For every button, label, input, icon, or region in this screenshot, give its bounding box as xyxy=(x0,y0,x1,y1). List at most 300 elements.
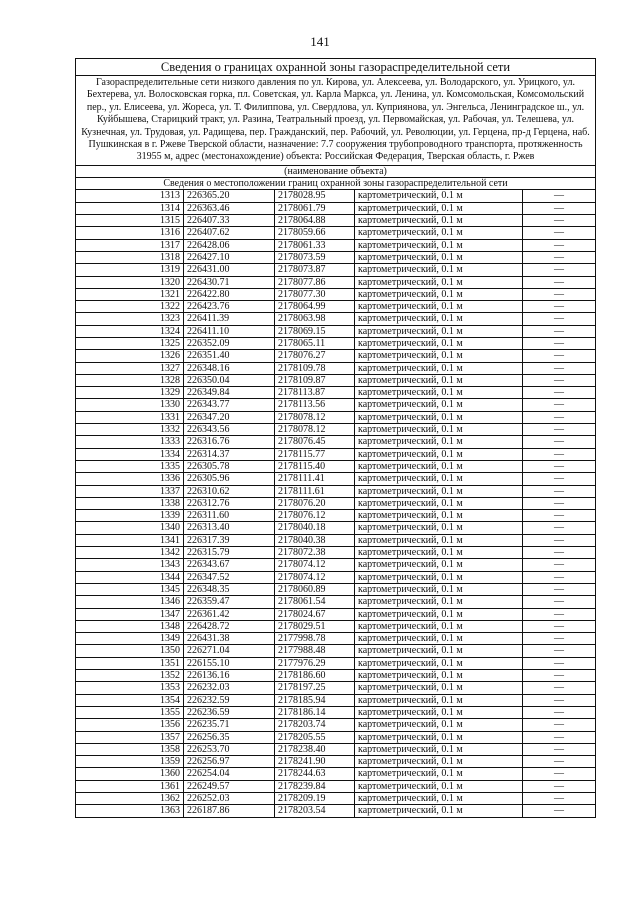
point-number: 1336 xyxy=(76,473,184,485)
coord-x: 226155.10 xyxy=(184,657,275,669)
method-accuracy: картометрический, 0.1 м xyxy=(355,743,523,755)
coord-y: 2178028.95 xyxy=(275,190,355,202)
coord-y: 2178069.15 xyxy=(275,325,355,337)
point-number: 1325 xyxy=(76,338,184,350)
coord-x: 226249.57 xyxy=(184,780,275,792)
location-caption: Сведения о местоположении границ охранной зоны газораспределительной сети xyxy=(76,178,596,190)
coord-x: 226232.59 xyxy=(184,694,275,706)
description-cell: — xyxy=(523,239,596,251)
table-row xyxy=(76,301,596,313)
coord-x: 226252.03 xyxy=(184,792,275,804)
method-accuracy: картометрический, 0.1 м xyxy=(355,571,523,583)
description-cell: — xyxy=(523,792,596,804)
coord-x: 226430.71 xyxy=(184,276,275,288)
coord-x: 226232.03 xyxy=(184,682,275,694)
table-row xyxy=(76,571,596,583)
method-accuracy: картометрический, 0.1 м xyxy=(355,276,523,288)
description-cell: — xyxy=(523,805,596,817)
method-accuracy: картометрический, 0.1 м xyxy=(355,473,523,485)
coord-y: 2178115.77 xyxy=(275,448,355,460)
point-number: 1359 xyxy=(76,756,184,768)
point-number: 1341 xyxy=(76,534,184,546)
method-accuracy: картометрический, 0.1 м xyxy=(355,251,523,263)
table-row xyxy=(76,424,596,436)
description-cell: — xyxy=(523,264,596,276)
method-accuracy: картометрический, 0.1 м xyxy=(355,202,523,214)
description-cell: — xyxy=(523,338,596,350)
point-number: 1340 xyxy=(76,522,184,534)
coord-y: 2178064.88 xyxy=(275,215,355,227)
description-cell: — xyxy=(523,276,596,288)
coord-y: 2178076.20 xyxy=(275,497,355,509)
coord-x: 226305.96 xyxy=(184,473,275,485)
coord-y: 2178024.67 xyxy=(275,608,355,620)
description-cell: — xyxy=(523,522,596,534)
description-cell: — xyxy=(523,571,596,583)
method-accuracy: картометрический, 0.1 м xyxy=(355,350,523,362)
point-number: 1358 xyxy=(76,743,184,755)
coord-y: 2178076.12 xyxy=(275,510,355,522)
point-number: 1352 xyxy=(76,670,184,682)
description-cell: — xyxy=(523,424,596,436)
coord-y: 2178203.54 xyxy=(275,805,355,817)
coord-x: 226254.04 xyxy=(184,768,275,780)
coord-x: 226316.76 xyxy=(184,436,275,448)
point-number: 1346 xyxy=(76,596,184,608)
point-number: 1351 xyxy=(76,657,184,669)
method-accuracy: картометрический, 0.1 м xyxy=(355,288,523,300)
table-row xyxy=(76,313,596,325)
table-row xyxy=(76,227,596,239)
coord-x: 226349.84 xyxy=(184,387,275,399)
page-number: 141 xyxy=(310,34,330,49)
point-number: 1314 xyxy=(76,202,184,214)
table-row xyxy=(76,670,596,682)
description-cell: — xyxy=(523,682,596,694)
method-accuracy: картометрический, 0.1 м xyxy=(355,460,523,472)
coord-y: 2178029.51 xyxy=(275,620,355,632)
table-row xyxy=(76,645,596,657)
coord-x: 226407.33 xyxy=(184,215,275,227)
point-number: 1320 xyxy=(76,276,184,288)
method-accuracy: картометрический, 0.1 м xyxy=(355,338,523,350)
method-accuracy: картометрический, 0.1 м xyxy=(355,436,523,448)
table-row xyxy=(76,215,596,227)
coord-x: 226347.20 xyxy=(184,411,275,423)
description-cell: — xyxy=(523,301,596,313)
coord-y: 2178072.38 xyxy=(275,547,355,559)
method-accuracy: картометрический, 0.1 м xyxy=(355,264,523,276)
table-row xyxy=(76,288,596,300)
coord-y: 2178111.61 xyxy=(275,485,355,497)
method-accuracy: картометрический, 0.1 м xyxy=(355,547,523,559)
coord-x: 226352.09 xyxy=(184,338,275,350)
table-row xyxy=(76,387,596,399)
table-row xyxy=(76,780,596,792)
coord-y: 2178061.79 xyxy=(275,202,355,214)
method-accuracy: картометрический, 0.1 м xyxy=(355,448,523,460)
coord-x: 226315.79 xyxy=(184,547,275,559)
coord-x: 226411.10 xyxy=(184,325,275,337)
table-row xyxy=(76,792,596,804)
point-number: 1355 xyxy=(76,706,184,718)
method-accuracy: картометрический, 0.1 м xyxy=(355,694,523,706)
method-accuracy: картометрический, 0.1 м xyxy=(355,325,523,337)
coord-y: 2178061.33 xyxy=(275,239,355,251)
method-accuracy: картометрический, 0.1 м xyxy=(355,633,523,645)
coord-y: 2178077.30 xyxy=(275,288,355,300)
point-number: 1334 xyxy=(76,448,184,460)
table-row xyxy=(76,251,596,263)
method-accuracy: картометрический, 0.1 м xyxy=(355,645,523,657)
table-row xyxy=(76,805,596,817)
coord-x: 226348.16 xyxy=(184,362,275,374)
point-number: 1323 xyxy=(76,313,184,325)
point-number: 1357 xyxy=(76,731,184,743)
table-row xyxy=(76,706,596,718)
description-cell: — xyxy=(523,190,596,202)
coord-x: 226310.62 xyxy=(184,485,275,497)
description-cell: — xyxy=(523,497,596,509)
method-accuracy: картометрический, 0.1 м xyxy=(355,239,523,251)
coord-x: 226343.67 xyxy=(184,559,275,571)
point-number: 1354 xyxy=(76,694,184,706)
description-cell: — xyxy=(523,251,596,263)
coord-y: 2178063.98 xyxy=(275,313,355,325)
object-description: Газораспределительные сети низкого давления по ул. Кирова, ул. Алексеева, ул. Володарского, ул. Урицкого, ул. Бехтерева, ул. Волосковская горка, пл. Советская, ул. Карла Маркса, ул. Ленина, ул. Комсомольская, Комсомольский пер., ул. Елисеева, ул. Жореса, ул. Т. Филиппова, ул. Свердлова, ул. Куприянова, ул. Энгельса, Ленинградское ш., ул. Куйбышева, Старицкий тракт, ул. Разина, Театральный проезд, ул. Первомайская, ул. Рабочая, ул. Телешева, ул. Кузнечная, ул. Трудовая, ул. Радищева, пер. Гражданский, пер. Рабочий, ул. Революции, ул. Герцена, пр-д Герцена, наб. Пушкинская в г. Ржеве Тверской области, назначение: 7.7 сооружения трубопроводного транспорта, протяженность 31955 м, адрес (местонахождение) объекта: Российская Федерация, Тверская область, г. Ржев xyxy=(76,76,596,166)
coord-y: 2178185.94 xyxy=(275,694,355,706)
coord-x: 226411.39 xyxy=(184,313,275,325)
coord-x: 226314.37 xyxy=(184,448,275,460)
table-row xyxy=(76,731,596,743)
coord-x: 226350.04 xyxy=(184,374,275,386)
description-cell: — xyxy=(523,374,596,386)
point-number: 1343 xyxy=(76,559,184,571)
coord-x: 226312.76 xyxy=(184,497,275,509)
coord-y: 2178109.87 xyxy=(275,374,355,386)
method-accuracy: картометрический, 0.1 м xyxy=(355,805,523,817)
point-number: 1349 xyxy=(76,633,184,645)
method-accuracy: картометрический, 0.1 м xyxy=(355,362,523,374)
coord-y: 2178064.99 xyxy=(275,301,355,313)
description-cell: — xyxy=(523,719,596,731)
method-accuracy: картометрический, 0.1 м xyxy=(355,792,523,804)
coord-y: 2178241.90 xyxy=(275,756,355,768)
description-cell: — xyxy=(523,670,596,682)
method-accuracy: картометрический, 0.1 м xyxy=(355,756,523,768)
coord-y: 2178186.14 xyxy=(275,706,355,718)
coord-x: 226431.38 xyxy=(184,633,275,645)
description-cell: — xyxy=(523,657,596,669)
coord-x: 226347.52 xyxy=(184,571,275,583)
coord-y: 2178113.56 xyxy=(275,399,355,411)
table-row xyxy=(76,276,596,288)
description-cell: — xyxy=(523,313,596,325)
method-accuracy: картометрический, 0.1 м xyxy=(355,657,523,669)
method-accuracy: картометрический, 0.1 м xyxy=(355,608,523,620)
point-number: 1319 xyxy=(76,264,184,276)
table-row xyxy=(76,682,596,694)
point-number: 1326 xyxy=(76,350,184,362)
table-row xyxy=(76,325,596,337)
point-number: 1322 xyxy=(76,301,184,313)
table-row xyxy=(76,608,596,620)
table-row xyxy=(76,743,596,755)
description-cell: — xyxy=(523,583,596,595)
method-accuracy: картометрический, 0.1 м xyxy=(355,670,523,682)
table-row xyxy=(76,239,596,251)
table-row xyxy=(76,719,596,731)
description-cell: — xyxy=(523,227,596,239)
description-cell: — xyxy=(523,596,596,608)
description-cell: — xyxy=(523,350,596,362)
table-row xyxy=(76,436,596,448)
method-accuracy: картометрический, 0.1 м xyxy=(355,399,523,411)
table-row xyxy=(76,338,596,350)
table-row xyxy=(76,756,596,768)
method-accuracy: картометрический, 0.1 м xyxy=(355,227,523,239)
point-number: 1350 xyxy=(76,645,184,657)
coord-y: 2178040.18 xyxy=(275,522,355,534)
table-row xyxy=(76,559,596,571)
point-number: 1317 xyxy=(76,239,184,251)
point-number: 1347 xyxy=(76,608,184,620)
coord-x: 226256.97 xyxy=(184,756,275,768)
table-row xyxy=(76,202,596,214)
table-row xyxy=(76,534,596,546)
table-row xyxy=(76,583,596,595)
description-cell: — xyxy=(523,215,596,227)
coord-y: 2177976.29 xyxy=(275,657,355,669)
coord-y: 2178059.66 xyxy=(275,227,355,239)
location-caption-row xyxy=(76,178,596,190)
description-cell: — xyxy=(523,547,596,559)
coord-x: 226363.46 xyxy=(184,202,275,214)
table-title: Сведения о границах охранной зоны газораспределительной сети xyxy=(76,59,596,76)
coord-x: 226431.00 xyxy=(184,264,275,276)
coord-x: 226311.60 xyxy=(184,510,275,522)
point-number: 1335 xyxy=(76,460,184,472)
coord-x: 226365.20 xyxy=(184,190,275,202)
point-number: 1321 xyxy=(76,288,184,300)
description-cell: — xyxy=(523,473,596,485)
method-accuracy: картометрический, 0.1 м xyxy=(355,719,523,731)
coord-x: 226317.39 xyxy=(184,534,275,546)
table-row xyxy=(76,350,596,362)
coord-y: 2178074.12 xyxy=(275,559,355,571)
table-row xyxy=(76,411,596,423)
method-accuracy: картометрический, 0.1 м xyxy=(355,485,523,497)
table-row xyxy=(76,633,596,645)
method-accuracy: картометрический, 0.1 м xyxy=(355,522,523,534)
coord-x: 226256.35 xyxy=(184,731,275,743)
point-number: 1329 xyxy=(76,387,184,399)
table-row xyxy=(76,485,596,497)
point-number: 1342 xyxy=(76,547,184,559)
point-number: 1318 xyxy=(76,251,184,263)
coord-y: 2178205.55 xyxy=(275,731,355,743)
title-row xyxy=(76,59,596,76)
method-accuracy: картометрический, 0.1 м xyxy=(355,313,523,325)
coord-x: 226236.59 xyxy=(184,706,275,718)
description-row xyxy=(76,76,596,166)
method-accuracy: картометрический, 0.1 м xyxy=(355,682,523,694)
method-accuracy: картометрический, 0.1 м xyxy=(355,731,523,743)
point-number: 1332 xyxy=(76,424,184,436)
table-row xyxy=(76,694,596,706)
coord-x: 226343.77 xyxy=(184,399,275,411)
point-number: 1333 xyxy=(76,436,184,448)
point-number: 1330 xyxy=(76,399,184,411)
description-cell: — xyxy=(523,559,596,571)
table-row xyxy=(76,448,596,460)
coord-x: 226351.40 xyxy=(184,350,275,362)
description-cell: — xyxy=(523,645,596,657)
coord-x: 226361.42 xyxy=(184,608,275,620)
coord-y: 2177988.48 xyxy=(275,645,355,657)
point-number: 1344 xyxy=(76,571,184,583)
coord-y: 2178244.63 xyxy=(275,768,355,780)
method-accuracy: картометрический, 0.1 м xyxy=(355,374,523,386)
coord-y: 2178074.12 xyxy=(275,571,355,583)
coord-y: 2178073.87 xyxy=(275,264,355,276)
description-cell: — xyxy=(523,780,596,792)
method-accuracy: картометрический, 0.1 м xyxy=(355,583,523,595)
coord-x: 226427.10 xyxy=(184,251,275,263)
coord-y: 2178060.89 xyxy=(275,583,355,595)
description-cell: — xyxy=(523,510,596,522)
coord-y: 2178238.40 xyxy=(275,743,355,755)
coord-y: 2178113.87 xyxy=(275,387,355,399)
method-accuracy: картометрический, 0.1 м xyxy=(355,559,523,571)
table-row xyxy=(76,547,596,559)
description-cell: — xyxy=(523,411,596,423)
point-number: 1316 xyxy=(76,227,184,239)
description-cell: — xyxy=(523,325,596,337)
coord-x: 226136.16 xyxy=(184,670,275,682)
table-row xyxy=(76,768,596,780)
table-row xyxy=(76,657,596,669)
description-cell: — xyxy=(523,768,596,780)
table-row xyxy=(76,399,596,411)
coord-y: 2178073.59 xyxy=(275,251,355,263)
coord-y: 2178239.84 xyxy=(275,780,355,792)
coord-y: 2178209.19 xyxy=(275,792,355,804)
description-cell: — xyxy=(523,534,596,546)
description-cell: — xyxy=(523,620,596,632)
coord-x: 226253.70 xyxy=(184,743,275,755)
coord-y: 2178109.78 xyxy=(275,362,355,374)
description-cell: — xyxy=(523,288,596,300)
description-cell: — xyxy=(523,756,596,768)
point-number: 1313 xyxy=(76,190,184,202)
method-accuracy: картометрический, 0.1 м xyxy=(355,424,523,436)
method-accuracy: картометрический, 0.1 м xyxy=(355,497,523,509)
coord-x: 226407.62 xyxy=(184,227,275,239)
coord-y: 2178061.54 xyxy=(275,596,355,608)
table-row xyxy=(76,497,596,509)
object-caption: (наименование объекта) xyxy=(76,165,596,177)
table-row xyxy=(76,473,596,485)
coord-x: 226235.71 xyxy=(184,719,275,731)
point-number: 1360 xyxy=(76,768,184,780)
method-accuracy: картометрический, 0.1 м xyxy=(355,190,523,202)
table-row xyxy=(76,374,596,386)
description-cell: — xyxy=(523,633,596,645)
point-number: 1327 xyxy=(76,362,184,374)
description-cell: — xyxy=(523,731,596,743)
coord-y: 2178078.12 xyxy=(275,411,355,423)
method-accuracy: картометрический, 0.1 м xyxy=(355,620,523,632)
point-number: 1328 xyxy=(76,374,184,386)
coord-y: 2178115.40 xyxy=(275,460,355,472)
method-accuracy: картометрический, 0.1 м xyxy=(355,387,523,399)
point-number: 1353 xyxy=(76,682,184,694)
point-number: 1362 xyxy=(76,792,184,804)
point-number: 1361 xyxy=(76,780,184,792)
object-caption-row xyxy=(76,165,596,177)
description-cell: — xyxy=(523,743,596,755)
coord-x: 226271.04 xyxy=(184,645,275,657)
coord-x: 226423.76 xyxy=(184,301,275,313)
method-accuracy: картометрический, 0.1 м xyxy=(355,706,523,718)
coord-y: 2178076.45 xyxy=(275,436,355,448)
coord-x: 226422.80 xyxy=(184,288,275,300)
point-number: 1324 xyxy=(76,325,184,337)
table-row xyxy=(76,620,596,632)
point-number: 1348 xyxy=(76,620,184,632)
point-number: 1315 xyxy=(76,215,184,227)
description-cell: — xyxy=(523,436,596,448)
coord-y: 2178197.25 xyxy=(275,682,355,694)
coord-y: 2178076.27 xyxy=(275,350,355,362)
description-cell: — xyxy=(523,399,596,411)
coord-y: 2178077.86 xyxy=(275,276,355,288)
description-cell: — xyxy=(523,362,596,374)
coord-y: 2178186.60 xyxy=(275,670,355,682)
description-cell: — xyxy=(523,485,596,497)
coord-x: 226313.40 xyxy=(184,522,275,534)
coord-x: 226428.06 xyxy=(184,239,275,251)
point-number: 1331 xyxy=(76,411,184,423)
coord-y: 2178065.11 xyxy=(275,338,355,350)
description-cell: — xyxy=(523,706,596,718)
table-row xyxy=(76,522,596,534)
point-number: 1339 xyxy=(76,510,184,522)
description-cell: — xyxy=(523,202,596,214)
description-cell: — xyxy=(523,694,596,706)
coord-y: 2178111.41 xyxy=(275,473,355,485)
description-cell: — xyxy=(523,387,596,399)
description-cell: — xyxy=(523,448,596,460)
method-accuracy: картометрический, 0.1 м xyxy=(355,411,523,423)
coord-x: 226359.47 xyxy=(184,596,275,608)
table-row xyxy=(76,362,596,374)
method-accuracy: картометрический, 0.1 м xyxy=(355,768,523,780)
point-number: 1345 xyxy=(76,583,184,595)
method-accuracy: картометрический, 0.1 м xyxy=(355,596,523,608)
coord-x: 226187.86 xyxy=(184,805,275,817)
coord-x: 226305.78 xyxy=(184,460,275,472)
coord-x: 226428.72 xyxy=(184,620,275,632)
description-cell: — xyxy=(523,460,596,472)
coord-y: 2178203.74 xyxy=(275,719,355,731)
point-number: 1356 xyxy=(76,719,184,731)
table-row xyxy=(76,460,596,472)
boundary-table xyxy=(75,58,596,818)
table-row xyxy=(76,264,596,276)
method-accuracy: картометрический, 0.1 м xyxy=(355,780,523,792)
